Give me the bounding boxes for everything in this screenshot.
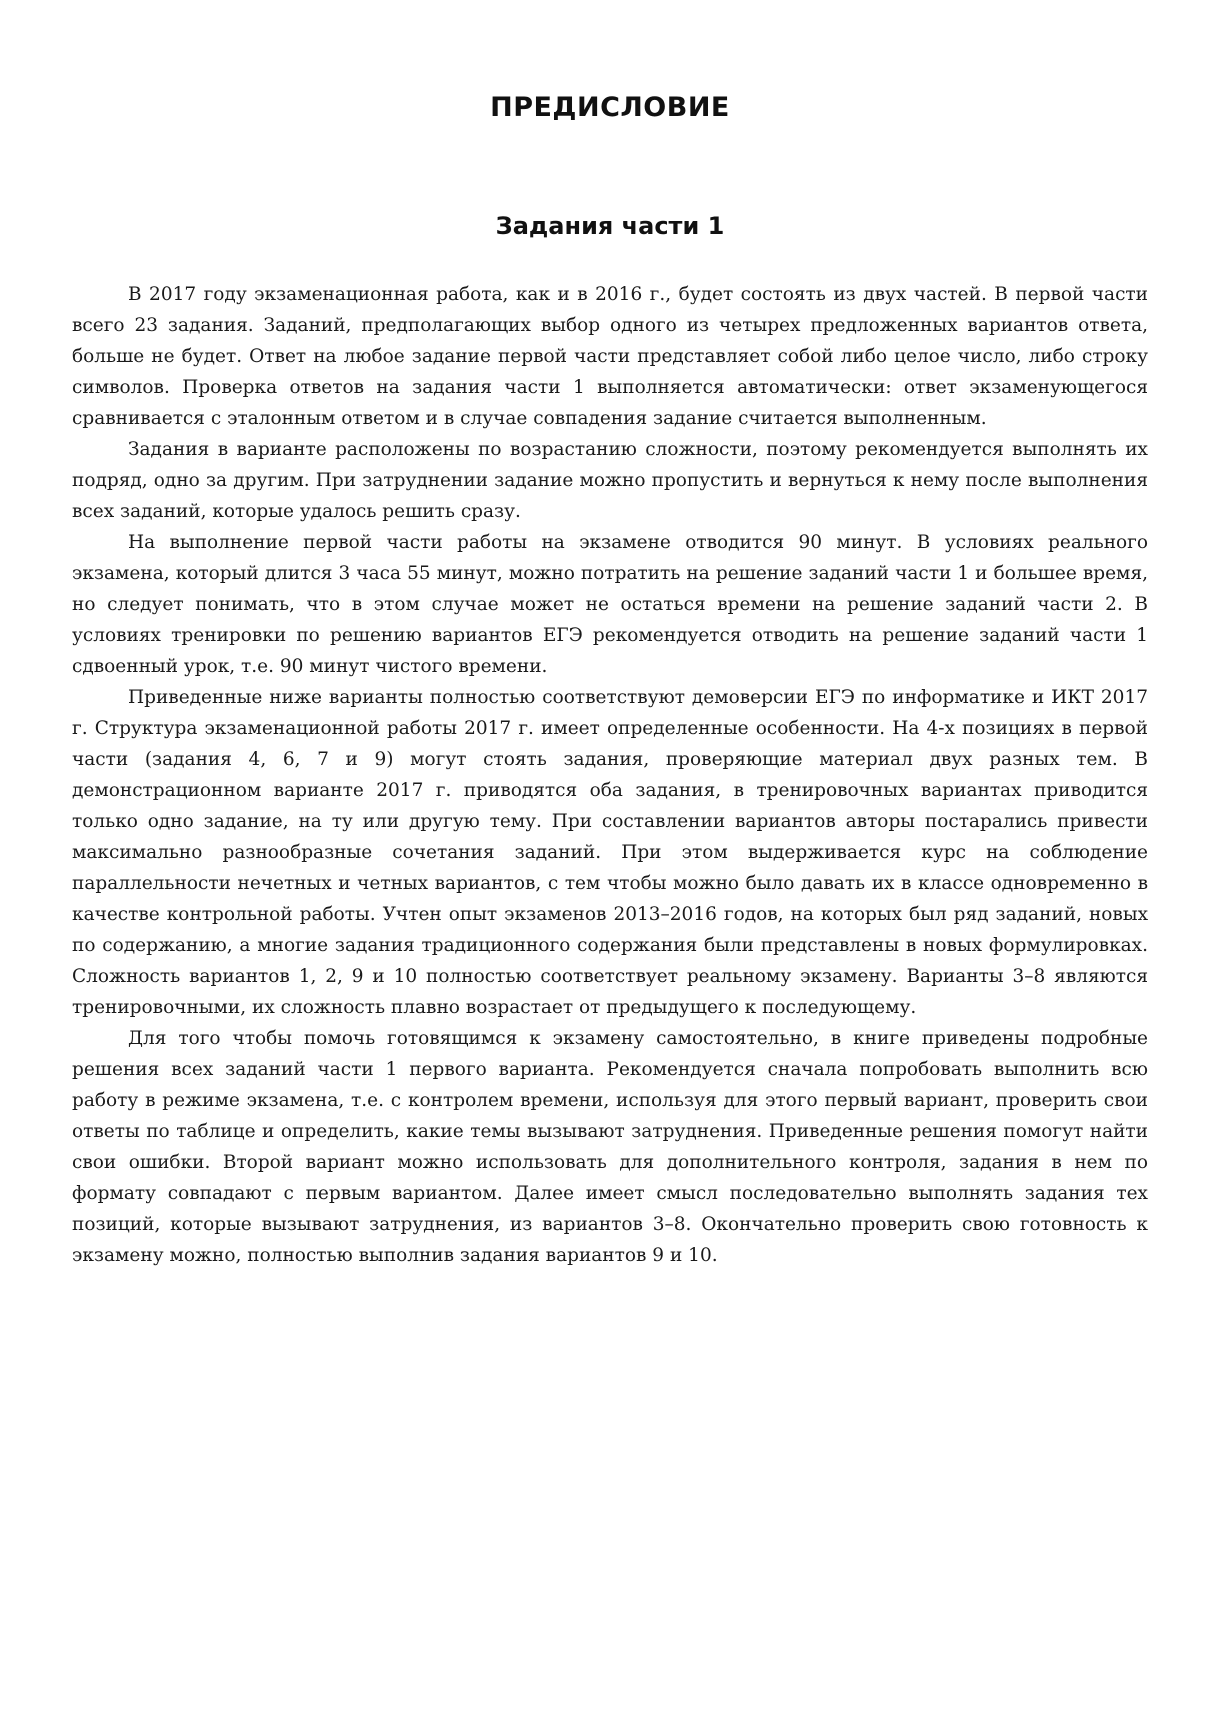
paragraph-1: В 2017 году экзаменационная работа, как и в 2016 г., будет состоять из двух частей. В первой части всего 23 задания. Заданий, предполагающих выбор одного из четырех предложенных вариантов ответа, больше не будет. Ответ на любое задание первой части представляет собой либо целое число, либо строку символов. Проверка ответов на задания части 1 выполняется автоматически: ответ экзаменующегося сравнивается с эталонным ответом и в случае совпадения задание считается выполненным.	[72, 284, 1148, 429]
paragraph-5: Для того чтобы помочь готовящимся к экзамену самостоятельно, в книге приведены подробные решения всех заданий части 1 первого варианта. Рекомендуется сначала попробовать выполнить всю работу в режиме экзамена, т.е. с контролем времени, используя для этого первый вариант, проверить свои ответы по таблице и определить, какие темы вызывают затруднения. Приведенные решения помогут найти свои ошибки. Второй вариант можно использовать для дополнительного контроля, задания в нем по формату совпадают с первым вариантом. Далее имеет смысл последовательно выполнять задания тех позиций, которые вызывают затруднения, из вариантов 3–8. Окончательно проверить свою готовность к экзамену можно, полностью выполнив задания вариантов 9 и 10.	[72, 1028, 1148, 1266]
paragraph-3: На выполнение первой части работы на экзамене отводится 90 минут. В условиях реального экзамена, который длится 3 часа 55 минут, можно потратить на решение заданий части 1 и большее время, но следует понимать, что в этом случае может не остаться времени на решение заданий части 2. В условиях тренировки по решению вариантов ЕГЭ рекомендуется отводить на решение заданий части 1 сдвоенный урок, т.е. 90 минут чистого времени.	[72, 532, 1148, 677]
document-page	[72, 0, 1148, 1271]
paragraph-2: Задания в варианте расположены по возрастанию сложности, поэтому рекомендуется выполнять их подряд, одно за другим. При затруднении задание можно пропустить и вернуться к нему после выполнения всех заданий, которые удалось решить сразу.	[72, 439, 1148, 522]
paragraph-4: Приведенные ниже варианты полностью соответствуют демоверсии ЕГЭ по информатике и ИКТ 2017 г. Структура экзаменационной работы 2017 г. имеет определенные особенности. На 4-х позициях в первой части (задания 4, 6, 7 и 9) могут стоять задания, проверяющие материал двух разных тем. В демонстрационном варианте 2017 г. приводятся оба задания, в тренировочных вариантах приводится только одно задание, на ту или другую тему. При составлении вариантов авторы постарались привести максимально разнообразные сочетания заданий. При этом выдерживается курс на соблюдение параллельности нечетных и четных вариантов, с тем чтобы можно было давать их в классе одновременно в качестве контрольной работы. Учтен опыт экзаменов 2013–2016 годов, на которых был ряд заданий, новых по содержанию, а многие задания традиционного содержания были представлены в новых формулировках. Сложность вариантов 1, 2, 9 и 10 полностью соответствует реальному экзамену. Варианты 3–8 являются тренировочными, их сложность плавно возрастает от предыдущего к последующему.	[72, 687, 1148, 1018]
page-title: ПРЕДИСЛОВИЕ	[490, 92, 730, 123]
body-text	[72, 279, 1148, 1271]
section-title: Задания части 1	[495, 212, 725, 240]
